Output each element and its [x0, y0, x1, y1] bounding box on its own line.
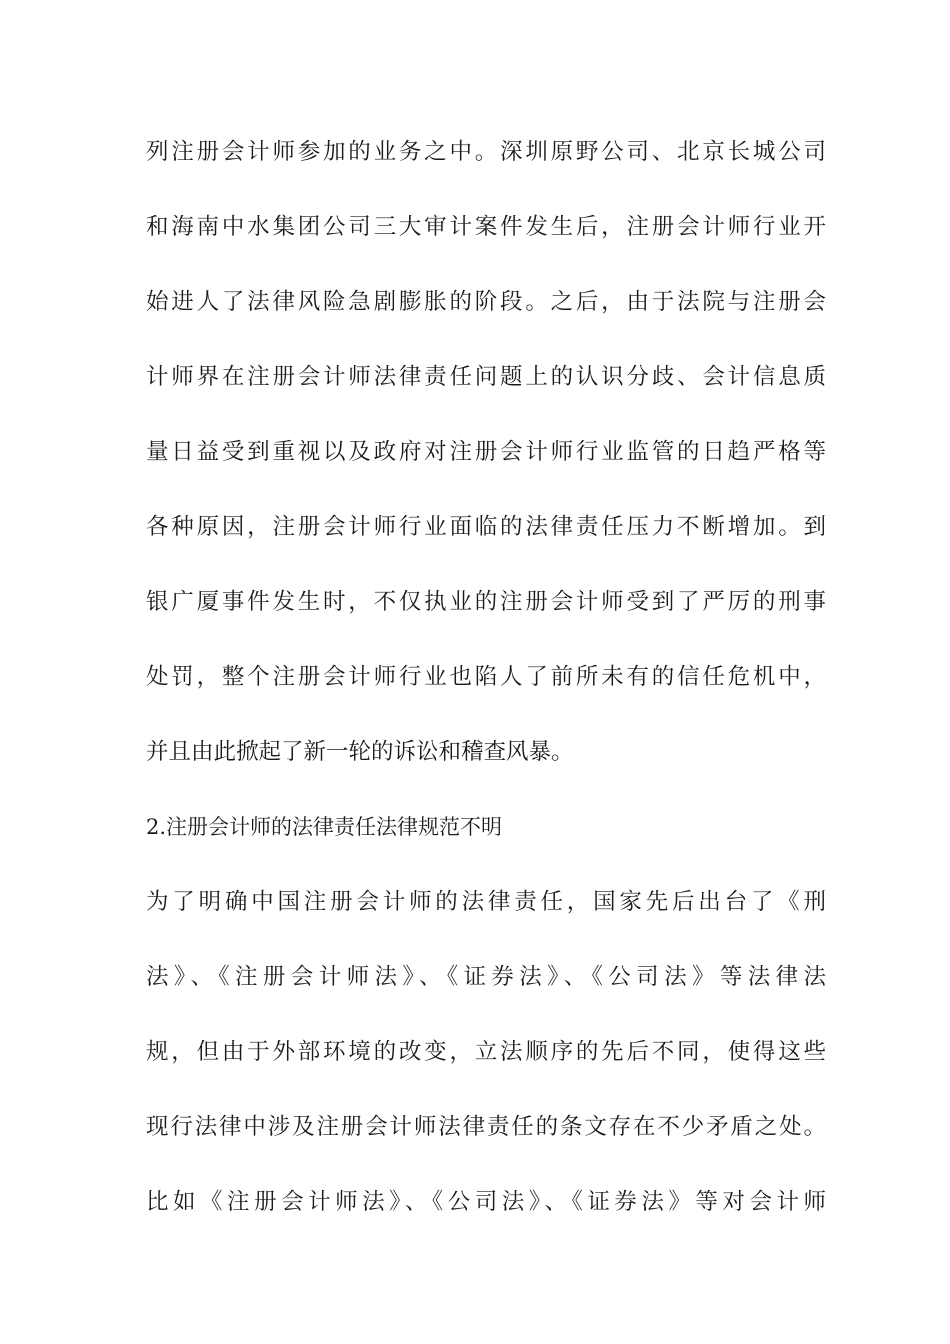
text-line-3: 始进人了法律风险急剧膨胀的阶段。之后，由于法院与注册会 — [146, 289, 826, 315]
text-line-1: 列注册会计师参加的业务之中。深圳原野公司、北京长城公司 — [146, 139, 826, 165]
text-line-11: 为了明确中国注册会计师的法律责任，国家先后出台了《刑 — [146, 889, 826, 915]
text-line-6: 各种原因，注册会计师行业面临的法律责任压力不断增加。到 — [146, 514, 826, 540]
text-line-8: 处罚，整个注册会计师行业也陷人了前所未有的信任危机中， — [146, 664, 826, 690]
section-heading: 2.注册会计师的法律责任法律规范不明 — [146, 815, 503, 839]
text-line-13: 规，但由于外部环境的改变，立法顺序的先后不同，使得这些 — [146, 1039, 826, 1065]
text-line-14: 现行法律中涉及注册会计师法律责任的条文存在不少矛盾之处。 — [146, 1114, 826, 1140]
text-line-4: 计师界在注册会计师法律责任问题上的认识分歧、会计信息质 — [146, 364, 826, 390]
text-line-15: 比如《注册会计师法》、《公司法》、《证券法》等对会计师 — [146, 1189, 826, 1215]
text-line-5: 量日益受到重视以及政府对注册会计师行业监管的日趋严格等 — [146, 439, 826, 465]
text-line-12: 法》、《注册会计师法》、《证券法》、《公司法》等法律法 — [146, 964, 826, 990]
paragraph-end-line: 并且由此掀起了新一轮的诉讼和稽查风暴。 — [146, 739, 574, 765]
text-line-7: 银广厦事件发生时，不仅执业的注册会计师受到了严厉的刑事 — [146, 589, 826, 615]
text-line-2: 和海南中水集团公司三大审计案件发生后，注册会计师行业开 — [146, 214, 826, 240]
